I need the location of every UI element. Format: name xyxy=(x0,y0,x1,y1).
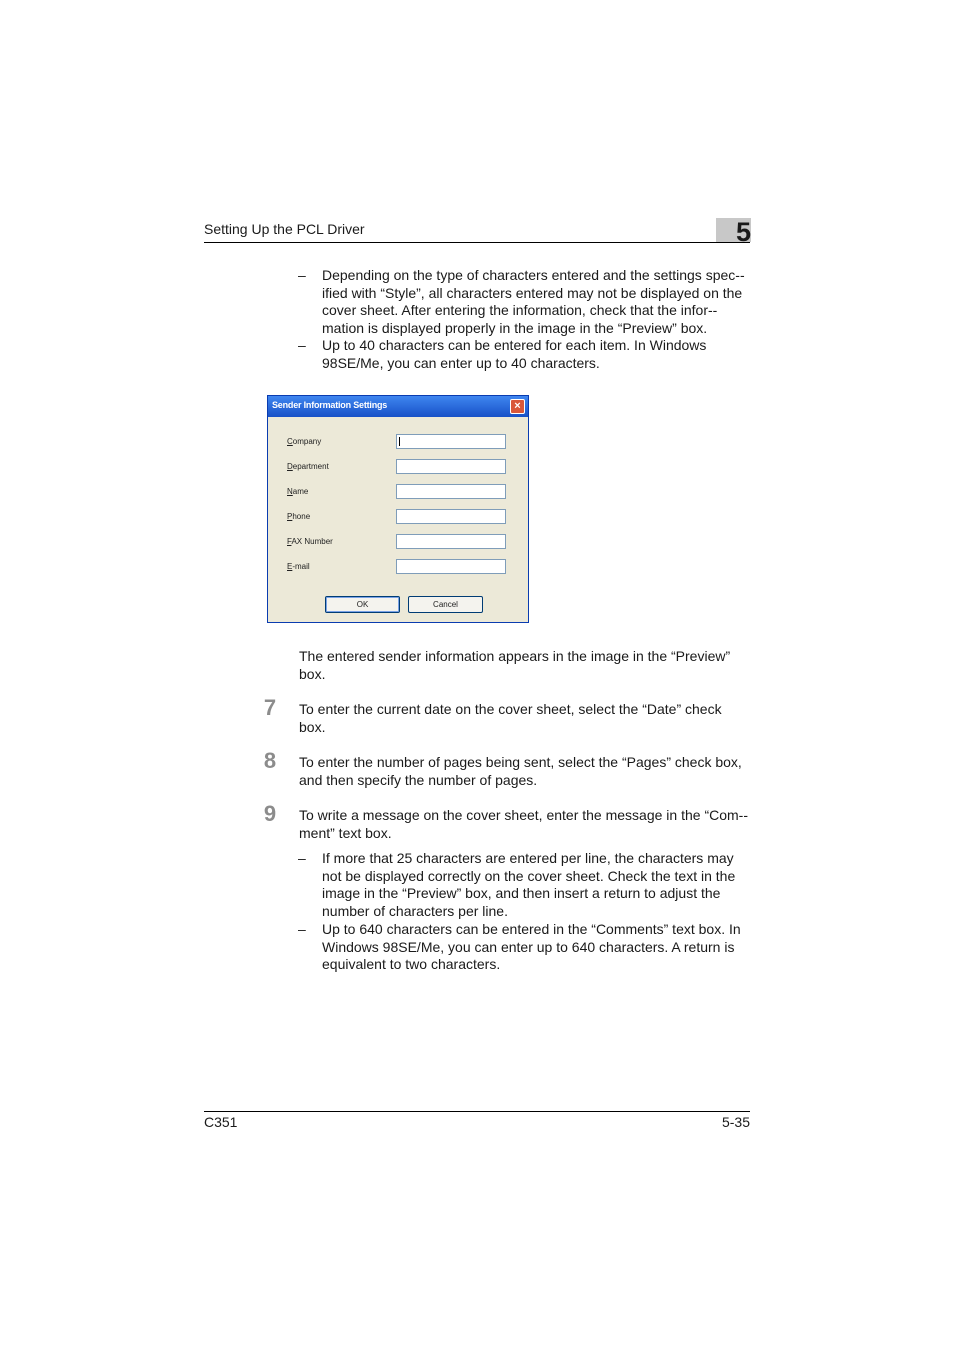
name-label: Name xyxy=(287,487,309,496)
email-label: E-mail xyxy=(287,562,310,571)
step-text: To enter the current date on the cover sheet, select the “Date” check box. xyxy=(299,701,722,735)
name-input[interactable] xyxy=(396,484,506,499)
bullet-text: Depending on the type of characters entered and the settings spec-ified with “Style”, all characters entered may not be displayed on the cover sheet. After entering the information, check that the infor-mation is displayed properly in the image in the “Preview” box. xyxy=(322,267,745,337)
ok-button[interactable]: OK xyxy=(325,596,400,613)
running-header: Setting Up the PCL Driver xyxy=(204,221,365,237)
step-number: 8 xyxy=(263,748,277,773)
header-rule xyxy=(204,242,750,243)
bullet-text: If more that 25 characters are entered per line, the characters may not be displayed correctly on the cover sheet. Check the text in the image in the “Preview” box, and then insert a return to adjust the number of characters per line. xyxy=(322,850,736,920)
company-input[interactable] xyxy=(396,434,506,449)
fax-number-label: FAX Number xyxy=(287,537,333,546)
bullet-text: Up to 40 characters can be entered for each item. In Windows 98SE/Me, you can enter up to 40 characters. xyxy=(322,337,707,371)
fax-number-input[interactable] xyxy=(396,534,506,549)
sender-information-dialog xyxy=(267,395,529,623)
footer-page-number: 5-35 xyxy=(721,1114,750,1130)
bullet-dash: – xyxy=(298,850,306,866)
dialog-title: Sender Information Settings xyxy=(272,400,388,410)
close-icon[interactable]: × xyxy=(510,399,525,414)
phone-label: Phone xyxy=(287,512,311,521)
footer-model: C351 xyxy=(204,1114,238,1130)
bullet-dash: – xyxy=(298,921,306,937)
bullet-dash: – xyxy=(298,337,306,353)
step-text: To enter the number of pages being sent, select the “Pages” check box, and then specify the number of pages. xyxy=(299,754,742,788)
department-input[interactable] xyxy=(396,459,506,474)
footer-rule xyxy=(204,1111,750,1112)
company-label: Company xyxy=(287,437,322,446)
body-paragraph: The entered sender information appears in the image in the “Preview” box. xyxy=(299,648,731,682)
cancel-button[interactable]: Cancel xyxy=(408,596,483,613)
email-input[interactable] xyxy=(396,559,506,574)
step-number: 9 xyxy=(263,801,277,826)
phone-input[interactable] xyxy=(396,509,506,524)
step-number: 7 xyxy=(263,695,277,720)
step-text: To write a message on the cover sheet, enter the message in the “Com-ment” text box. xyxy=(299,807,749,841)
text-caret xyxy=(399,437,400,446)
chapter-number: 5 xyxy=(735,217,751,247)
dialog-titlebar xyxy=(268,396,528,417)
bullet-dash: – xyxy=(298,267,306,283)
bullet-text: Up to 640 characters can be entered in the “Comments” text box. In Windows 98SE/Me, you can enter up to 640 characters. A return is equivalent to two characters. xyxy=(322,921,741,973)
department-label: Department xyxy=(287,462,329,471)
